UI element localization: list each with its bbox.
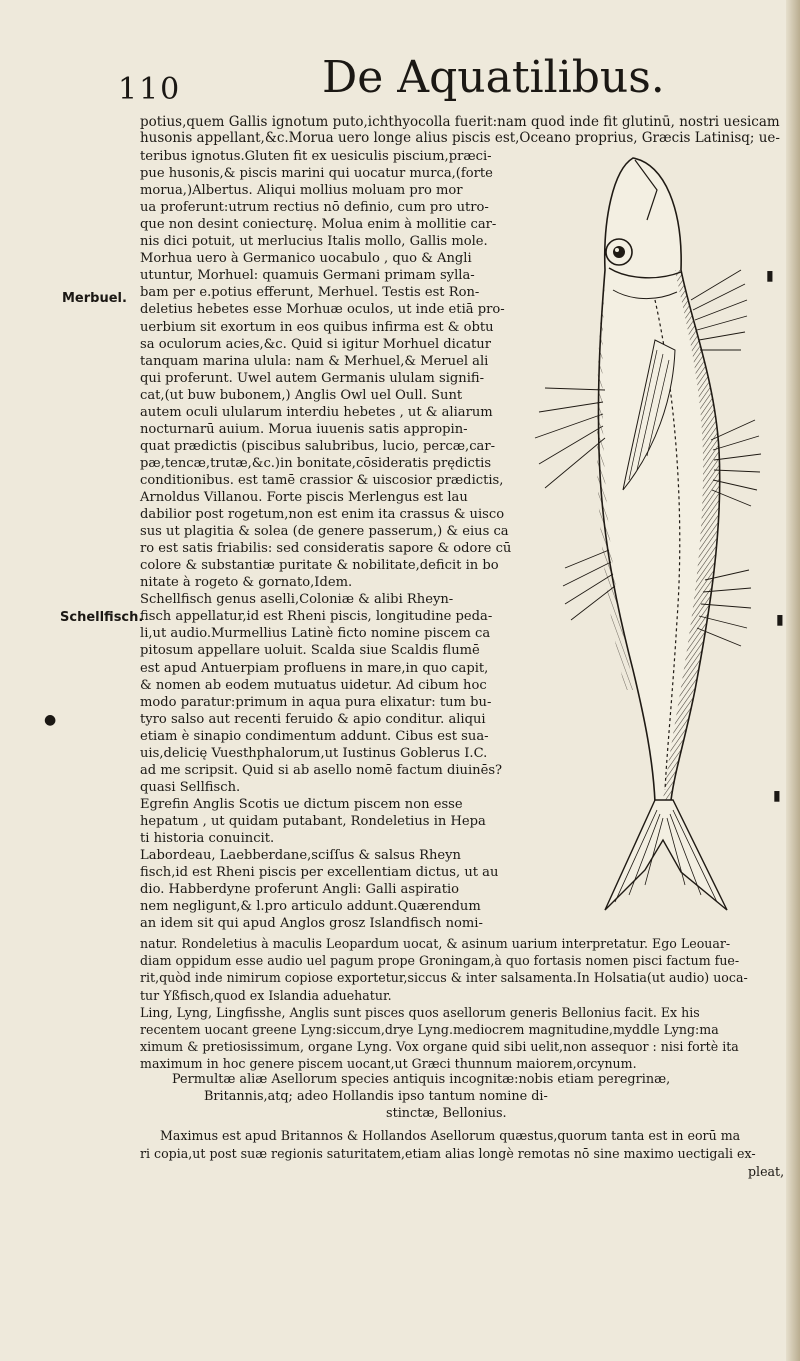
left-column-line: dio. Habberdyne proferunt Angli: Galli aspiratio xyxy=(140,882,460,898)
lower-full-line: Ling, Lyng, Lingfisshe, Anglis sunt pisces quos asellorum generis Bellonius facit. Ex his xyxy=(140,1004,700,1020)
left-column-line: cat,(ut buw bubonem,) Anglis Owl uel Oull. Sunt xyxy=(140,387,463,403)
left-column-line: dabilior post rogetum,non est enim ita crassus & uisco xyxy=(140,507,505,523)
margin-mark-2: ▮ xyxy=(776,612,784,628)
closing-line: pleat, xyxy=(748,1164,785,1179)
closing-line: ri copia,ut post suæ regionis saturitatem,etiam alias longè remotas nō sine maximo uectigali ex- xyxy=(140,1146,756,1161)
left-column-line: Morhua uero à Germanico uocabulo , quo & Angli xyxy=(140,251,472,267)
quote-line: stinctæ, Bellonius. xyxy=(386,1106,507,1121)
left-column-line: deletius hebetes esse Morhuæ oculos, ut inde etiā pro- xyxy=(140,302,505,318)
left-column-line: nem negligunt,& l.pro articulo addunt.Quærendum xyxy=(140,899,481,915)
left-column-line: hepatum , ut quidam putabant, Rondeletius in Hepa xyxy=(140,813,486,829)
left-column-line: sa oculorum acies,&c. Quid si igitur Morhuel dicatur xyxy=(140,336,491,352)
upper-full-line: potius,quem Gallis ignotum puto,ichthyocolla fuerit:nam quod inde fit glutinū, nostri uesicam xyxy=(140,114,780,130)
left-column-line: Labordeau, Laebberdane,sciſſus & salsus Rheyn xyxy=(140,848,461,864)
left-column-line: Arnoldus Villanou. Forte piscis Merlengus est lau xyxy=(140,490,468,505)
margin-mark-3: ▮ xyxy=(773,788,781,804)
page-title: De Aquatilibus. xyxy=(322,52,665,103)
left-column-line: ro est satis friabilis: sed consideratis sapore & odore cū xyxy=(140,541,512,557)
left-column-line: ua proferunt:utrum rectius nō definio, cum pro utro- xyxy=(140,200,489,216)
left-column-line: uerbium sit exortum in eos quibus infirma est & obtu xyxy=(140,319,494,335)
lower-full-line: diam oppidum esse audio uel pagum prope Groningam,à quo fortasis nomen pisci factum fue- xyxy=(140,953,740,969)
lower-full-line: natur. Rondeletius à maculis Leopardum uocat, & asinum uarium interpretatur. Ego Leouar- xyxy=(140,936,731,951)
left-column-line: autem oculi ulularum interdiu hebetes , ut & aliarum xyxy=(140,404,493,420)
left-column-line: utuntur, Morhuel: quamuis Germani primam sylla- xyxy=(140,268,475,284)
left-column-line: est apud Antuerpiam profluens in mare,in quo capit, xyxy=(140,660,489,676)
left-column-line: tanquam marina ulula: nam & Merhuel,& Meruel ali xyxy=(140,353,489,369)
left-column-line: uis,delicię Vuesthphalorum,ut Iustinus Goblerus I.C. xyxy=(140,745,488,761)
left-column-line: teribus ignotus.Gluten fit ex uesiculis piscium,præci- xyxy=(140,149,492,164)
left-column-line: quat prædictis (piscibus salubribus, lucio, percæ,car- xyxy=(140,438,496,454)
lower-full-line: recentem uocant greene Lyng:siccum,drye Lyng.mediocrem magnitudine,myddle Lyng:ma xyxy=(140,1022,719,1037)
left-column-line: sus ut plagitia & solea (de genere passerum,) & eius ca xyxy=(140,524,509,540)
left-column-line: nocturnarū auium. Morua iuuenis satis appropin- xyxy=(140,421,468,437)
lower-full-line: rit,quòd inde nimirum copiose exportetur,siccus & inter salsamenta.In Holsatia(ut audio) uoca- xyxy=(140,970,748,986)
left-column-line: tyro salso aut recenti feruido & apio conditur. aliqui xyxy=(140,711,486,727)
left-column-line: & nomen ab eodem mutuatus uidetur. Ad cibum hoc xyxy=(140,677,487,693)
lower-full-line: maximum in hoc genere piscem uocant,ut Græci thunnum maiorem,orcynum. xyxy=(140,1056,637,1072)
left-column-line: conditionibus. est tamē crassior & uiscosior prædictis, xyxy=(140,472,504,488)
left-column-line: etiam è sinapio condimentum addunt. Cibus est sua- xyxy=(140,728,489,744)
upper-full-line: husonis appellant,&c.Morua uero longe alius piscis est,Oceano proprius, Græcis Latinisq; ue- xyxy=(140,130,780,146)
left-column-line: qui proferunt. Uwel autem Germanis ululam signifi- xyxy=(140,370,485,386)
left-column-line: que non desint coniecturę. Molua enim à mollitie car- xyxy=(140,217,497,233)
left-column-line: modo paratur:primum in aqua pura elixatur: tum bu- xyxy=(140,694,492,710)
margin-note-schellfisch: Schellfisch. xyxy=(60,610,144,625)
margin-note-merbuel: Merbuel. xyxy=(62,291,127,306)
left-column-line: nis dici potuit, ut merlucius Italis mollo, Gallis mole. xyxy=(140,234,488,250)
page-edge-shadow xyxy=(786,0,800,1361)
left-column-line: ad me scripsit. Quid si ab asello nomē factum diuinēs? xyxy=(140,762,503,778)
left-column-line: nitate à rogeto & gornato,Idem. xyxy=(140,575,353,591)
lower-full-line: tur Yßfisch,quod ex Islandia aduehatur. xyxy=(140,987,392,1003)
left-column-line: li,ut audio.Murmellius Latinè ficto nomine piscem ca xyxy=(140,626,491,642)
left-column-line: quasi Sellfisch. xyxy=(140,779,241,795)
quote-line: Britannis,atq; adeo Hollandis ipso tantum nomine di- xyxy=(204,1089,548,1104)
quote-line: Permultæ aliæ Asellorum species antiquis incognitæ:nobis etiam peregrinæ, xyxy=(172,1072,671,1087)
page-number: 110 xyxy=(118,72,182,107)
left-column-line: ti historia conuincit. xyxy=(140,831,275,846)
left-column-line: colore & substantiæ puritate & nobilitate,deficit in bo xyxy=(140,558,499,574)
left-column-line: pitosum appellare uoluit. Scalda siue Scaldis flumē xyxy=(140,643,480,659)
left-column-line: bam per e.potius efferunt, Merhuel. Testis est Ron- xyxy=(140,285,480,301)
left-column-line: Egrefin Anglis Scotis ue dictum piscem non esse xyxy=(140,796,463,812)
closing-line: Maximus est apud Britannos & Hollandos Asellorum quæstus,quorum tanta est in eorū ma xyxy=(160,1128,741,1143)
woodcut-fish-illustration xyxy=(505,150,775,920)
left-column-line: pæ,tencæ,trutæ,&c.)in bonitate,cōsideratis prędictis xyxy=(140,455,492,471)
left-column-line: fisch,id est Rheni piscis per excellentiam dictus, ut au xyxy=(140,865,499,881)
left-column-line: fisch appellatur,id est Rheni piscis, longitudine peda- xyxy=(140,609,493,625)
left-column-line: an idem sit qui apud Anglos grosz Islandfisch nomi- xyxy=(140,916,483,932)
lower-full-line: ximum & pretiosissimum, organe Lyng. Vox organe quid sibi uelit,non assequor : nisi fortè ita xyxy=(140,1039,739,1055)
margin-mark-4: ● xyxy=(44,712,57,728)
left-column-line: pue husonis,& piscis marini qui uocatur murca,(forte xyxy=(140,166,493,182)
left-column-line: Schellfisch genus aselli,Coloniæ & alibi Rheyn- xyxy=(140,592,454,608)
left-column-line: morua,)Albertus. Aliqui mollius moluam pro mor xyxy=(140,183,463,199)
margin-mark-1: ▮ xyxy=(766,268,774,284)
